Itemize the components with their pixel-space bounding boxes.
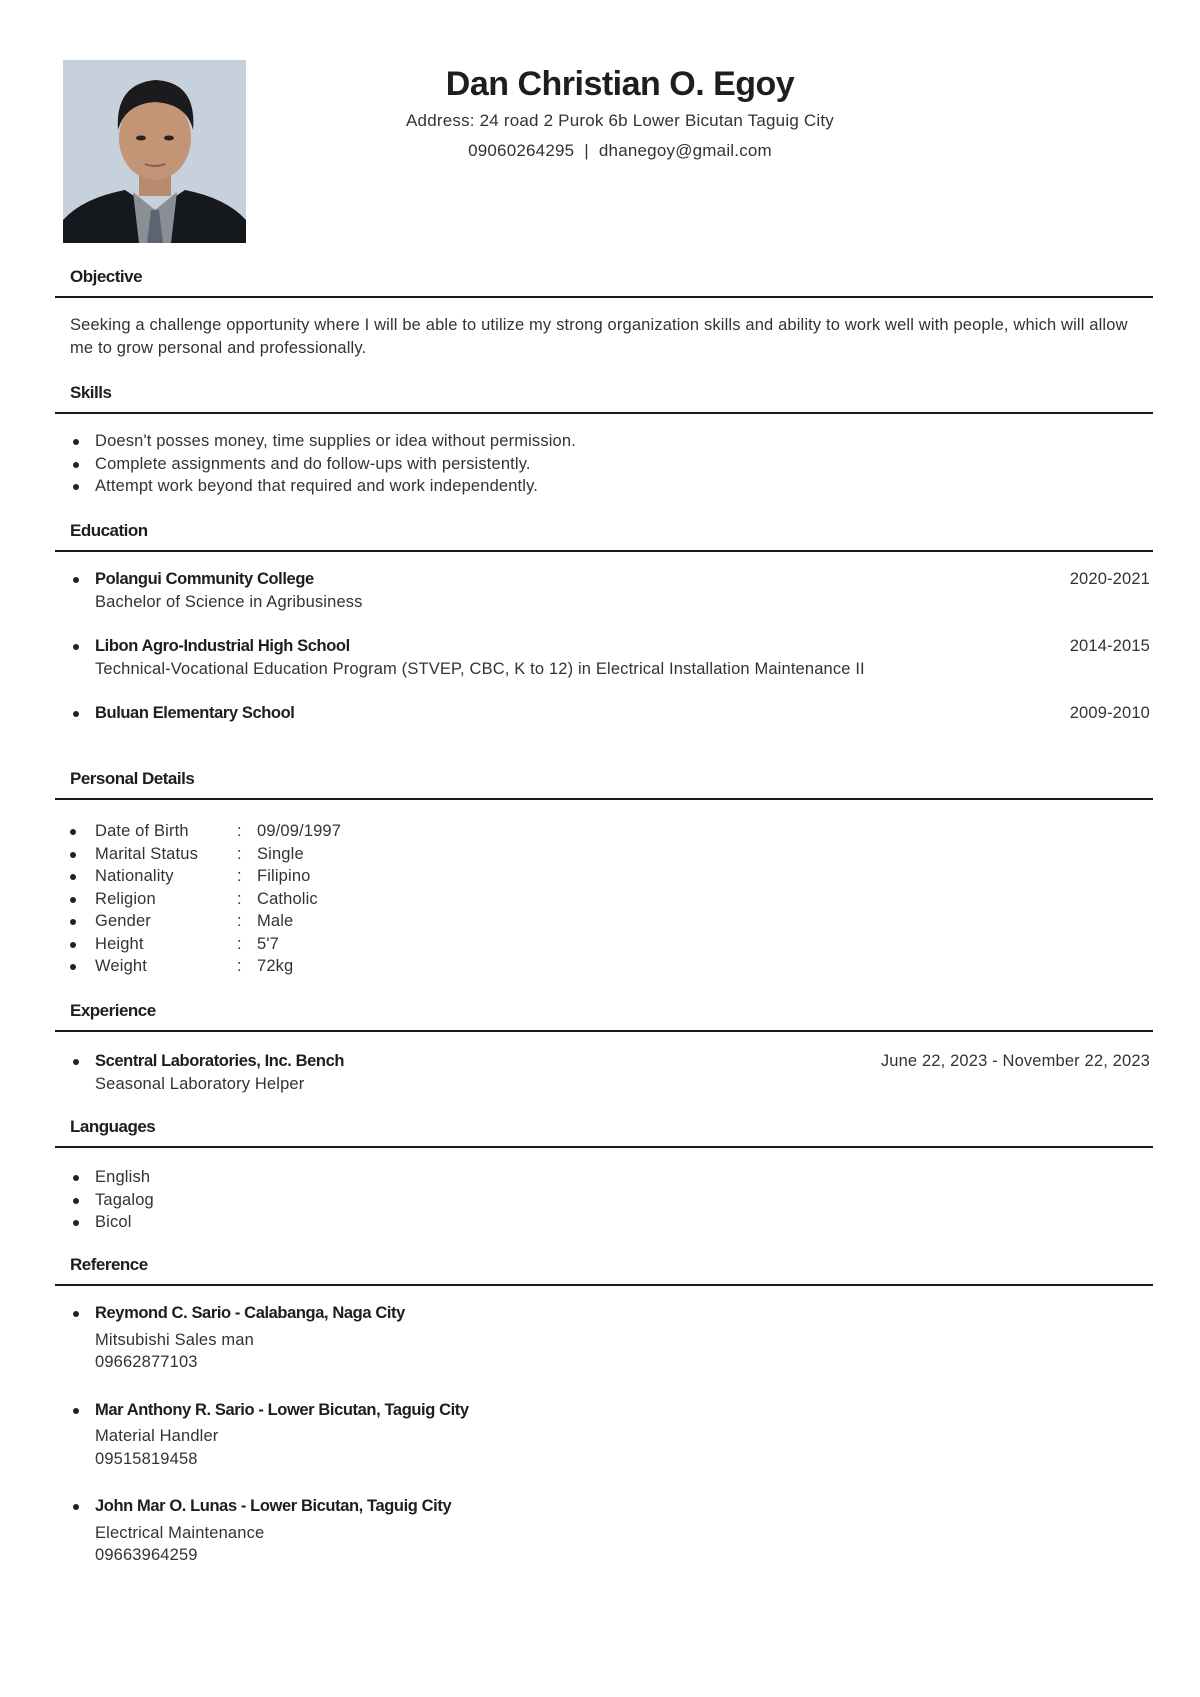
reference-name: Mar Anthony R. Sario - Lower Bicutan, Taguig City [95, 1400, 469, 1419]
detail-colon: : [237, 844, 242, 863]
section-divider [55, 550, 1153, 552]
resume-header [250, 62, 990, 166]
detail-colon: : [237, 867, 242, 885]
section-title-languages: Languages [70, 1117, 156, 1136]
section-title-education: Education [70, 521, 148, 540]
job-role: Seasonal Laboratory Helper [95, 1074, 305, 1093]
phone-number: 09060264295 [468, 141, 575, 160]
detail-row-date-of-birth [67, 820, 1147, 843]
section-title-reference: Reference [70, 1255, 148, 1274]
school-years: 2020-2021 [1069, 570, 1150, 588]
list-item: Complete assignments and do follow-ups with persistently. [70, 453, 1150, 476]
school-name: Buluan Elementary School [95, 704, 295, 722]
school-years: 2009-2010 [1069, 704, 1150, 722]
profile-photo-illustration [63, 60, 246, 243]
detail-value: 72kg [257, 957, 294, 975]
detail-colon: : [237, 822, 242, 840]
section-title-experience: Experience [70, 1001, 156, 1020]
section-title-objective: Objective [70, 267, 143, 286]
section-title-skills: Skills [70, 383, 112, 402]
reference-position: Electrical Maintenance [95, 1523, 265, 1542]
address-line: Address: 24 road 2 Purok 6b Lower Bicutan Taguig City [406, 111, 834, 130]
profile-photo [63, 60, 246, 243]
experience-list [70, 1050, 1150, 1095]
education-list [70, 568, 1150, 747]
reference-name: John Mar O. Lunas - Lower Bicutan, Taguig City [95, 1497, 452, 1515]
applicant-name: Dan Christian O. Egoy [445, 65, 795, 103]
list-item: Tagalog [70, 1189, 1150, 1212]
detail-label: Weight [95, 957, 147, 975]
section-divider [55, 1146, 1153, 1148]
education-entry [70, 702, 1150, 725]
detail-row-height [67, 933, 1147, 956]
objective-text: Seeking a challenge opportunity where I will be able to utilize my strong organization skills and ability to work well with people, which will allow me to grow personal and professionally. [70, 316, 1128, 357]
detail-label: Religion [95, 889, 156, 908]
employment-dates: June 22, 2023 - November 22, 2023 [880, 1052, 1150, 1070]
section-divider [55, 1030, 1153, 1032]
company-name: Scentral Laboratories, Inc. Bench [95, 1052, 345, 1070]
reference-entry [70, 1302, 1150, 1374]
detail-row-weight [67, 955, 1147, 978]
reference-position: Material Handler [95, 1427, 219, 1445]
section-divider [55, 412, 1153, 414]
email-address: dhanegoy@gmail.com [598, 141, 772, 160]
list-item: Attempt work beyond that required and work independently. [70, 475, 1150, 498]
detail-label: Marital Status [95, 844, 198, 863]
reference-name: Reymond C. Sario - Calabanga, Naga City [95, 1304, 405, 1322]
detail-row-nationality [67, 865, 1147, 888]
reference-list [70, 1302, 1150, 1592]
experience-entry [70, 1050, 1150, 1095]
skills-list [70, 430, 1150, 498]
school-name: Polangui Community College [95, 570, 314, 588]
reference-phone: 09663964259 [95, 1546, 198, 1564]
detail-label: Nationality [95, 867, 174, 885]
reference-position: Mitsubishi Sales man [95, 1330, 254, 1349]
detail-label: Gender [95, 912, 151, 930]
detail-value: Single [257, 844, 304, 863]
detail-row-gender [67, 910, 1147, 933]
section-divider [55, 798, 1153, 800]
detail-label: Height [95, 934, 144, 953]
languages-list [70, 1166, 1150, 1234]
detail-colon: : [237, 912, 242, 930]
program-name: Technical-Vocational Education Program (STVEP, CBC, K to 12) in Electrical Installation Maintenance II [95, 659, 865, 678]
list-item: English [70, 1166, 1150, 1189]
list-item: Bicol [70, 1211, 1150, 1234]
list-item: Doesn't posses money, time supplies or idea without permission. [70, 430, 1150, 453]
detail-value: Filipino [257, 867, 311, 885]
section-title-personal-details: Personal Details [70, 769, 195, 788]
education-entry [70, 568, 1150, 613]
detail-colon: : [237, 889, 242, 908]
education-entry [70, 635, 1150, 680]
school-years: 2014-2015 [1069, 637, 1150, 655]
detail-row-marital-status [67, 843, 1147, 866]
contact-line [250, 136, 990, 166]
detail-row-religion [67, 888, 1147, 911]
personal-details-list [67, 820, 1147, 978]
detail-label: Date of Birth [95, 822, 189, 840]
detail-value: Male [257, 912, 294, 930]
section-divider [55, 296, 1153, 298]
section-divider [55, 1284, 1153, 1286]
reference-entry [70, 1495, 1150, 1567]
reference-phone: 09662877103 [95, 1353, 198, 1371]
detail-value: 09/09/1997 [257, 822, 342, 840]
program-name: Bachelor of Science in Agribusiness [95, 592, 363, 611]
contact-separator: | [584, 141, 589, 160]
school-name: Libon Agro-Industrial High School [95, 637, 350, 655]
reference-phone: 09515819458 [95, 1449, 198, 1468]
detail-value: 5'7 [257, 934, 279, 953]
detail-colon: : [237, 934, 242, 953]
reference-entry [70, 1399, 1150, 1471]
detail-value: Catholic [257, 889, 318, 908]
detail-colon: : [237, 957, 242, 975]
